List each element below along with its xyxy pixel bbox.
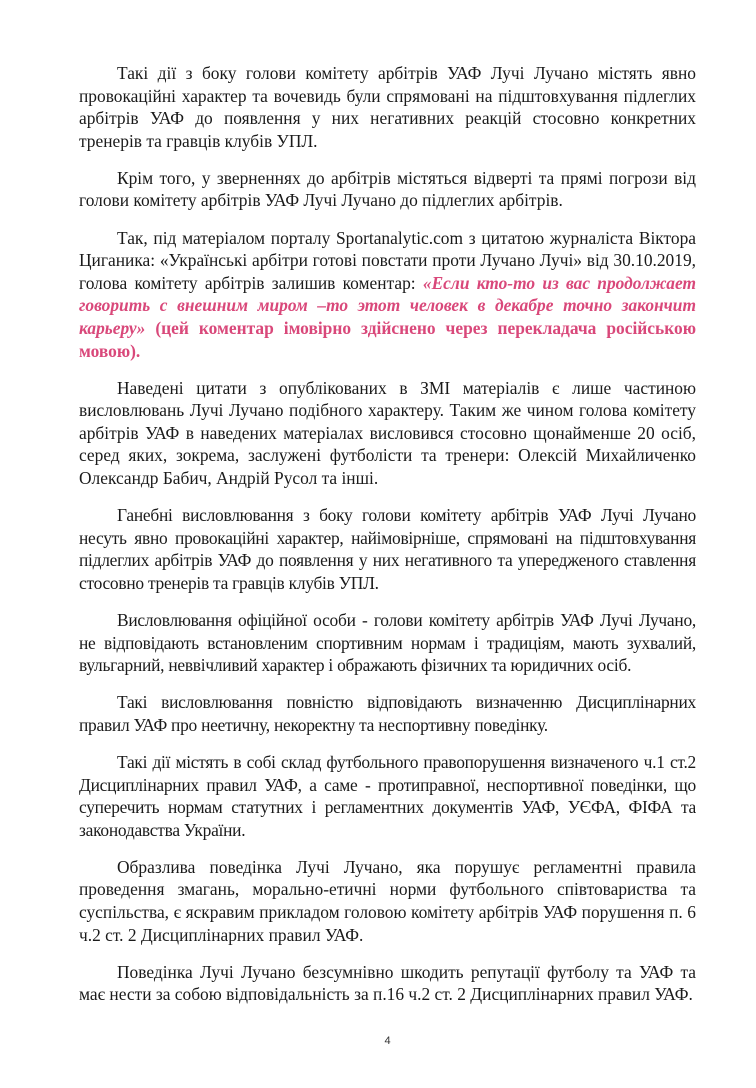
- quote-context: Так, під матеріалом порталу Sportanalytic.com з цитатою журналіста Віктора Циганика: «Українські арбітри готові повстати проти Лучано Лучі» від 30.10.2019, голова комітету арбітрів залишив коментар:: [79, 227, 696, 293]
- paragraph-shameful-statements: Ганебні висловлювання з боку голови комітету арбітрів УАФ Лучі Лучано несуть явно провокаційні характер, найімовірніше, спрямовані на підштовхування підлеглих арбітрів УАФ до появлення у них негативного та упередженого ставлення стосовно тренерів та гравців клубів УПЛ.: [79, 505, 696, 593]
- paragraph-direct-threats: Крім того, у зверненнях до арбітрів містяться відверті та прямі погрози від голови комітету арбітрів УАФ Лучі Лучано до підлеглих арбітрів.: [79, 167, 696, 211]
- paragraph-media-quotes: Наведені цитати з опублікованих в ЗМІ матеріалів є лише частиною висловлювань Лучі Лучано подібного характеру. Таким же чином голова комітету арбітрів УАФ в наведених матеріалах висловився стосовно щонайменше 20 осіб, серед яких, зокрема, заслужені футболісти та тренери: Олексій Михайличенко Олександр Бабич, Андрій Русол та інші.: [79, 377, 696, 488]
- paragraph-provocative-actions: Такі дії з боку голови комітету арбітрів УАФ Лучі Лучано містять явно провокаційні характер та вочевидь були спрямовані на підштовхування підлеглих арбітрів УАФ до появлення у них негативних реакцій стосовно конкретних тренерів та гравців клубів УПЛ.: [79, 63, 696, 151]
- paragraph-disciplinary-definition: Такі висловлювання повністю відповідають визначенню Дисциплінарних правил УАФ про неетичну, некоректну та неспортивну поведінку.: [79, 692, 696, 735]
- paragraph-official-statements: Висловлювання офіційної особи - голови комітету арбітрів УАФ Лучі Лучано, не відповідають встановленим спортивним нормам і традиціям, мають зухвалий, вульгарний, неввічливий характер і ображають фізичних та юридичних осіб.: [79, 609, 696, 676]
- page-number: 4: [384, 1034, 391, 1047]
- paragraph-football-offense: Такі дії містять в собі склад футбольного правопорушення визначеного ч.1 ст.2 Дисциплінарних правил УАФ, а саме - протиправної, неспортивної поведінки, що суперечить нормам статутних і регламентних документів УАФ, УЄФА, ФІФА та законодавства України.: [79, 751, 696, 840]
- document-page: [79, 62, 696, 1006]
- paragraph-sportanalytic-quote: [79, 227, 696, 363]
- translation-note: (цей коментар імовірно здійснено через перекладача російською мовою).: [79, 317, 696, 361]
- paragraph-reputation-damage: Поведінка Лучі Лучано безсумнівно шкодить репутації футболу та УАФ та має нести за собою відповідальність за п.16 ч.2 ст. 2 Дисциплінарних правил УАФ.: [79, 961, 696, 1005]
- highlighted-quote: «Если кто-то из вас продолжает говорить с внешним миром –то этот человек в декабре точно закончит карьеру»: [79, 272, 696, 338]
- paragraph-offensive-behavior: Образлива поведінка Лучі Лучано, яка порушує регламентні правила проведення змагань, морально-етичні норми футбольного співтовариства та суспільства, є яскравим прикладом головою комітету арбітрів УАФ порушення п. 6 ч.2 ст. 2 Дисциплінарних правил УАФ.: [79, 856, 696, 945]
